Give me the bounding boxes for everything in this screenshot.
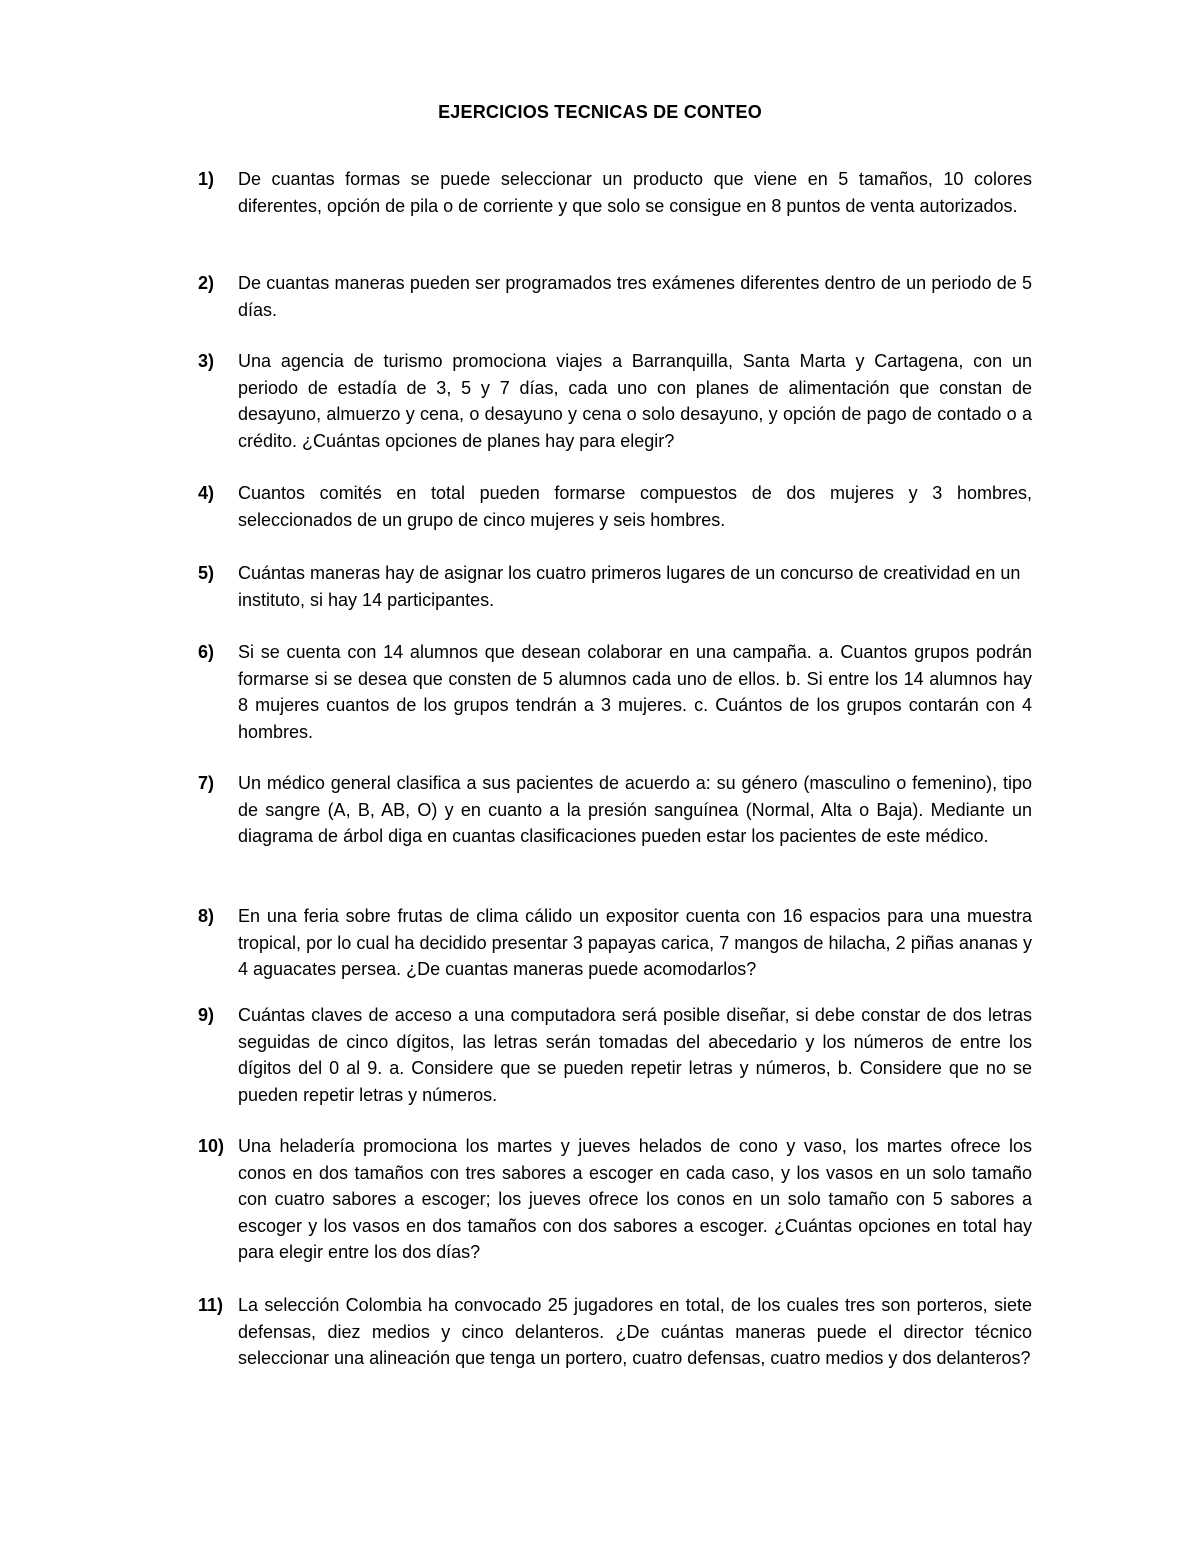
exercise-text: Cuantos comités en total pueden formarse compuestos de dos mujeres y 3 hombres, seleccionados de un grupo de cinco mujeres y seis hombres. (238, 483, 1032, 530)
exercise-number: 9) (198, 1005, 215, 1025)
exercise-text: Si se cuenta con 14 alumnos que desean colaborar en una campaña. a. Cuantos grupos podrán formarse si se desea que consten de 5 alumnos cada uno de ellos. b. Si entre los 14 alumnos hay 8 mujeres cuantos de los grupos tendrán a 3 mujeres. c. Cuántos de los grupos contarán con 4 hombres. (238, 642, 1032, 742)
exercise-10 (198, 1133, 1032, 1266)
exercise-text: La selección Colombia ha convocado 25 jugadores en total, de los cuales tres son porteros, siete defensas, diez medios y cinco delanteros. ¿De cuántas maneras puede el director técnico seleccionar una alineación que tenga un portero, cuatro defensas, cuatro medios y dos delanteros? (238, 1295, 1032, 1368)
exercise-text: En una feria sobre frutas de clima cálido un expositor cuenta con 16 espacios para una muestra tropical, por lo cual ha decidido presentar 3 papayas carica, 7 mangos de hilacha, 2 piñas ananas y 4 aguacates persea. ¿De cuantas maneras puede acomodarlos? (238, 906, 1032, 979)
exercise-number: 1) (198, 169, 215, 189)
exercise-number: 5) (198, 563, 215, 583)
exercise-number: 10) (198, 1136, 225, 1156)
exercise-3 (198, 348, 1032, 454)
exercise-7 (198, 770, 1032, 850)
exercise-11 (198, 1292, 1032, 1372)
document-title: EJERCICIOS TECNICAS DE CONTEO (438, 102, 762, 122)
exercise-2 (198, 270, 1032, 323)
exercise-text: De cuantas maneras pueden ser programados tres exámenes diferentes dentro de un periodo de 5 días. (238, 273, 1032, 320)
exercise-number: 6) (198, 642, 215, 662)
exercise-text: Una heladería promociona los martes y jueves helados de cono y vaso, los martes ofrece los conos en dos tamaños con tres sabores a escoger en cada caso, y los vasos en un solo tamaño con cuatro sabores a escoger; los jueves ofrece los conos en un solo tamaño con 5 sabores a escoger y los vasos en dos tamaños con dos sabores a escoger. ¿Cuántas opciones en total hay para elegir entre los dos días? (238, 1136, 1032, 1262)
exercise-text: Un médico general clasifica a sus pacientes de acuerdo a: su género (masculino o femenino), tipo de sangre (A, B, AB, O) y en cuanto a la presión sanguínea (Normal, Alta o Baja). Mediante un diagrama de árbol diga en cuantas clasificaciones pueden estar los pacientes de este médico. (238, 773, 1032, 846)
exercise-number: 4) (198, 483, 215, 503)
exercise-4 (198, 480, 1032, 533)
exercise-8 (198, 903, 1032, 983)
exercise-text: De cuantas formas se puede seleccionar un producto que viene en 5 tamaños, 10 colores diferentes, opción de pila o de corriente y que solo se consigue en 8 puntos de venta autorizados. (238, 169, 1032, 216)
exercise-number: 3) (198, 351, 215, 371)
exercise-text: Cuántas maneras hay de asignar los cuatro primeros lugares de un concurso de creatividad en un instituto, si hay 14 participantes. (238, 563, 1021, 610)
exercise-1 (198, 166, 1032, 219)
exercise-number: 11) (198, 1295, 224, 1315)
exercise-number: 7) (198, 773, 215, 793)
exercise-6 (198, 639, 1032, 745)
exercise-9 (198, 1002, 1032, 1108)
exercise-text: Una agencia de turismo promociona viajes a Barranquilla, Santa Marta y Cartagena, con un periodo de estadía de 3, 5 y 7 días, cada uno con planes de alimentación que constan de desayuno, almuerzo y cena, o desayuno y cena o solo desayuno, y opción de pago de contado o a crédito. ¿Cuántas opciones de planes hay para elegir? (238, 351, 1032, 451)
exercise-number: 2) (198, 273, 215, 293)
exercise-5 (198, 560, 1032, 613)
exercise-number: 8) (198, 906, 215, 926)
exercise-text: Cuántas claves de acceso a una computadora será posible diseñar, si debe constar de dos letras seguidas de cinco dígitos, las letras serán tomadas del abecedario y los números de entre los dígitos del 0 al 9. a. Considere que se pueden repetir letras y números, b. Considere que no se pueden repetir letras y números. (238, 1005, 1032, 1105)
